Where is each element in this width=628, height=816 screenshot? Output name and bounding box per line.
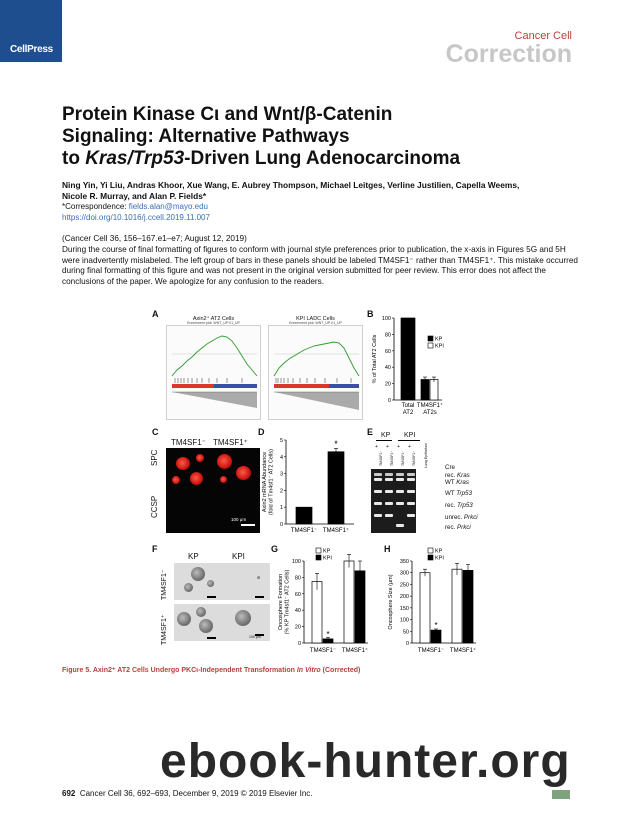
y-axis-label: % of Total AT2 Cells xyxy=(372,334,378,384)
watermark: ebook-hunter.org xyxy=(160,735,571,788)
band-label-rec-trp53: rec. Trp53 xyxy=(445,502,473,510)
correction-text: During the course of final formatting of figures to conform with journal style preferences prior to publication, the x-axis in Figures 5G and 5H were inadvertently mislabeled. The left group of bars in these panels should be labeled TM4SF1⁻ rather than TM4SF1⁺. This mistake occurred during final formatting of this figure and was not present in the original version submitted for peer review. This error does not affect the conclusions of the paper. We apologize for any confusion to the readers. xyxy=(62,245,578,286)
bar-g-pos-kp xyxy=(344,561,354,643)
y-tick-label: 250 xyxy=(399,582,409,589)
cellpress-logo xyxy=(0,0,62,62)
panel-f-row2: TM4SF1⁺ xyxy=(161,614,168,645)
panel-c-label: C xyxy=(152,427,159,437)
lane-label-4: TM4SF1⁺ xyxy=(412,450,416,466)
significance-star: * xyxy=(326,629,330,639)
genotyping-gel xyxy=(371,469,416,533)
journal-name: Cancer Cell xyxy=(514,30,572,42)
title-line-2: Signaling: Alternative Pathways xyxy=(62,126,350,147)
y-tick-label: 3 xyxy=(279,471,283,478)
panel-c-row2: CCSP xyxy=(150,495,159,518)
oncosphere-kp-pos xyxy=(174,604,222,641)
bar-tm4sf1-kpi xyxy=(430,380,438,401)
bar-total-at2 xyxy=(401,318,415,400)
panel-f-label: F xyxy=(152,544,158,554)
band-label-rec-prkci: rec. Prkci xyxy=(445,523,471,531)
doi-link[interactable]: https://doi.org/10.1016/j.ccell.2019.11.007 xyxy=(62,212,210,222)
title-line-1: Protein Kinase Cι and Wnt/β-Catenin xyxy=(62,104,393,125)
legend-swatch xyxy=(316,555,321,560)
legend-label: KPI xyxy=(435,343,444,350)
author-list: Ning Yin, Yi Liu, Andras Khoor, Xue Wang, E. Aubrey Thompson, Michael Leitges, Verline Justilien, Capella Weems, Nicole R. Murray, and Alan P. Fields* xyxy=(62,180,520,201)
x-tick-label: TM4SF1⁺ xyxy=(416,403,444,409)
bar-g-neg-kp xyxy=(312,582,322,644)
bar-h-pos-kpi xyxy=(463,570,473,643)
x-tick-label: Total xyxy=(401,403,415,409)
email-link[interactable]: fields.alan@mayo.edu xyxy=(128,202,208,211)
oncosphere-kpi-neg xyxy=(222,563,270,600)
legend-swatch xyxy=(428,336,433,341)
panel-f-col1: KP xyxy=(188,552,199,561)
panel-a-plot2-subtitle: Enrichment plot: WNT_UP.V1_UP xyxy=(289,321,342,325)
elsevier-logo xyxy=(552,790,570,799)
lane-label-3: TM4SF1⁻ xyxy=(401,450,405,466)
y-tick-label: 50 xyxy=(402,629,409,636)
y-tick-label: 350 xyxy=(399,559,409,565)
y-tick-label: 5 xyxy=(279,438,283,444)
panel-a-plot1-title: Axin2⁺ AT2 Cells xyxy=(192,316,235,322)
legend-swatch xyxy=(316,548,321,553)
panel-e-kpi-bracket xyxy=(398,440,420,441)
panel-e-group1: KP xyxy=(381,432,391,439)
y-tick-label: 100 xyxy=(399,617,409,624)
panel-d-label: D xyxy=(258,427,265,437)
legend-label: KPI xyxy=(435,555,444,562)
panel-a-plot2-title: KPI LADC Cells xyxy=(296,316,335,322)
page-number: 692 xyxy=(62,789,76,798)
legend-label: KP xyxy=(323,548,331,555)
band-label-wt-trp53: WT Trp53 xyxy=(445,489,472,497)
y-axis-label: Oncosphere Size (μm) xyxy=(388,574,394,630)
y-tick-label: 20 xyxy=(384,381,391,388)
panel-c-scale: 100 μm xyxy=(231,517,247,522)
x-tick-label: TM4SF1⁻ xyxy=(290,528,318,534)
bar-tm4sf1-kp xyxy=(421,380,429,401)
y-tick-label: 0 xyxy=(387,398,391,404)
lane-label-2: TM4SF1⁺ xyxy=(390,450,394,466)
lane-plus-2: + xyxy=(386,444,389,450)
chart-panel-d xyxy=(256,430,364,540)
y-axis-label: (% KP Tm4sf1⁻ AT2 Cells) xyxy=(284,569,291,635)
panel-c-row1: SPC xyxy=(150,449,159,466)
y-tick-label: 100 xyxy=(291,559,301,565)
y-tick-label: 4 xyxy=(279,454,283,461)
legend-label: KP xyxy=(435,336,443,343)
x-tick-label: TM4SF1⁺ xyxy=(449,648,477,654)
panel-f-scale: 100 μm xyxy=(249,635,261,639)
legend-swatch xyxy=(428,343,433,348)
panel-e-band-labels xyxy=(445,463,478,532)
panel-g-label: G xyxy=(271,544,279,554)
legend-swatch xyxy=(428,548,433,553)
y-axis-label: (fold of Tm4sf1⁻ AT2 Cells) xyxy=(268,449,275,515)
band-label-rec-kras: rec. Kras xyxy=(445,471,470,479)
legend-label: KP xyxy=(435,548,443,555)
y-tick-label: 1 xyxy=(279,505,283,512)
x-tick-label: AT2s xyxy=(423,410,437,416)
article-title xyxy=(62,104,542,170)
chart-panel-b xyxy=(364,310,484,428)
panel-c-col2: TM4SF1⁺ xyxy=(213,438,248,447)
chart-panel-h xyxy=(382,545,488,660)
panel-a-label: A xyxy=(152,309,159,319)
y-tick-label: 40 xyxy=(384,365,391,372)
x-tick-label: TM4SF1⁻ xyxy=(417,648,445,654)
bar-g-pos-kpi xyxy=(355,571,365,643)
y-tick-label: 0 xyxy=(297,641,301,647)
panel-c-col1: TM4SF1⁻ xyxy=(171,438,206,447)
title-line-3: to Kras/Trp53-Driven Lung Adenocarcinoma xyxy=(62,148,461,169)
bar-h-pos-kp xyxy=(452,569,462,643)
panel-f-row1: TM4SF1⁻ xyxy=(161,569,168,600)
bar-h-neg-kp xyxy=(420,573,430,643)
micrograph-ccsp-pos xyxy=(208,489,260,533)
legend-swatch xyxy=(428,555,433,560)
bar-axin2-pos xyxy=(328,452,344,524)
y-tick-label: 100 xyxy=(381,316,391,322)
y-tick-label: 0 xyxy=(279,522,283,528)
x-tick-label: AT2 xyxy=(402,410,414,416)
y-tick-label: 60 xyxy=(294,591,301,598)
panel-e-label: E xyxy=(367,427,374,437)
panel-a-plot1-subtitle: Enrichment plot: WNT_UP.V1_UP xyxy=(187,321,240,325)
y-tick-label: 0 xyxy=(405,641,409,647)
x-tick-label: TM4SF1⁻ xyxy=(309,648,337,654)
chart-panel-g xyxy=(270,545,380,660)
logo-text: CellPress xyxy=(10,44,53,55)
contact-block: *Correspondence: fields.alan@mayo.edu https://doi.org/10.1016/j.ccell.2019.11.007 xyxy=(62,202,210,222)
y-tick-label: 80 xyxy=(294,575,301,582)
oncosphere-kp-neg xyxy=(174,563,222,600)
lane-plus-1: + xyxy=(375,444,378,450)
y-tick-label: 150 xyxy=(399,605,409,612)
original-citation: (Cancer Cell 36, 156–167.e1–e7; August 12, 2019) xyxy=(62,234,247,243)
section-label: Correction xyxy=(445,40,572,68)
y-axis-label: Oncosphere Formation xyxy=(278,573,284,631)
oncosphere-kpi-pos xyxy=(222,604,270,641)
significance-star: * xyxy=(434,621,438,631)
panel-e-group2: KPI xyxy=(404,432,416,439)
y-tick-label: 80 xyxy=(384,332,391,339)
lane-plus-3: + xyxy=(397,444,400,450)
legend-label: KPI xyxy=(323,555,332,562)
lane-plus-4: + xyxy=(408,444,411,450)
band-label-wt-kras: WT Kras xyxy=(445,479,469,487)
significance-star: * xyxy=(334,438,338,449)
bar-axin2-neg xyxy=(296,507,312,524)
y-tick-label: 200 xyxy=(399,594,409,601)
figure-caption: Figure 5. Axin2⁺ AT2 Cells Undergo PKCι-Independent Transformation In Vitro (Corrected) xyxy=(62,667,361,674)
panel-h-label: H xyxy=(384,544,391,554)
page-footer xyxy=(62,789,313,798)
panel-b-label: B xyxy=(367,309,374,319)
y-tick-label: 40 xyxy=(294,608,301,615)
y-tick-label: 300 xyxy=(399,570,409,577)
bar-h-neg-kpi xyxy=(431,630,441,643)
lane-label-lung: Lung Epithelium xyxy=(424,442,428,468)
footer-citation: Cancer Cell 36, 692–693, December 9, 2019 © 2019 Elsevier Inc. xyxy=(79,789,313,798)
band-label-unrec-prkci: unrec. Prkci xyxy=(445,513,478,521)
micrograph-spc-pos xyxy=(208,448,260,492)
x-tick-label: TM4SF1⁺ xyxy=(341,648,369,654)
gsea-plot-1 xyxy=(166,325,261,420)
panel-e-kp-bracket xyxy=(376,440,392,441)
x-tick-label: TM4SF1⁺ xyxy=(322,528,350,534)
gsea-plot-2 xyxy=(268,325,363,420)
lane-label-1: TM4SF1⁻ xyxy=(379,450,383,466)
panel-f-col2: KPI xyxy=(232,552,245,561)
y-tick-label: 2 xyxy=(279,488,283,495)
band-label-cre: Cre xyxy=(445,464,455,471)
y-tick-label: 60 xyxy=(384,348,391,355)
y-axis-label: Axin2 mRNA Abundance xyxy=(262,451,268,513)
y-tick-label: 20 xyxy=(294,624,301,631)
